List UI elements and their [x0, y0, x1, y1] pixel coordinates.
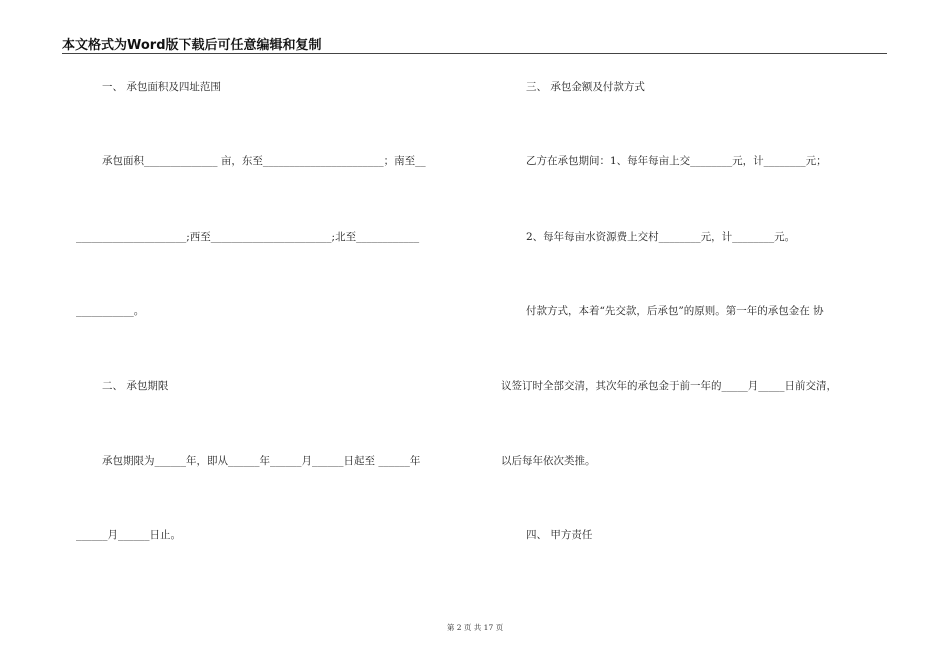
page-number: 第 2 页 共 17 页: [446, 623, 504, 632]
payment-text-line-5: 以后每年依次类推。: [501, 455, 596, 467]
section-heading-area: 一、 承包面积及四址范围: [102, 81, 221, 93]
payment-text-line-4: 议签订时全部交清，其次年的承包金于前一年的_____月_____日前交清，: [501, 380, 837, 392]
term-text-line-2: ______月______日止。: [76, 529, 181, 541]
term-text-line-1: 承包期限为______年，即从______年______月______日起至 ______年: [102, 455, 421, 467]
area-text-line-3: ___________。: [76, 305, 145, 317]
header-divider: [62, 53, 887, 54]
area-text-line-1: 承包面积______________ 亩，东至_______________________；南至__: [102, 155, 426, 167]
area-text-line-2: _____________________;西至_______________________;北至____________: [76, 231, 420, 243]
document-header-title: 本文格式为Word版下载后可任意编辑和复制: [62, 38, 322, 53]
section-heading-term: 二、 承包期限: [102, 380, 169, 392]
payment-text-line-3: 付款方式，本着“先交款，后承包”的原则。第一年的承包金在 协: [526, 305, 824, 317]
payment-text-line-2: 2、每年每亩水资源费上交村________元，计________元。: [526, 231, 796, 243]
payment-text-line-1: 乙方在承包期间：1、每年每亩上交________元，计________元；: [526, 155, 827, 167]
section-heading-payment: 三、 承包金额及付款方式: [526, 81, 645, 93]
section-heading-party-a: 四、 甲方责任: [526, 529, 593, 541]
